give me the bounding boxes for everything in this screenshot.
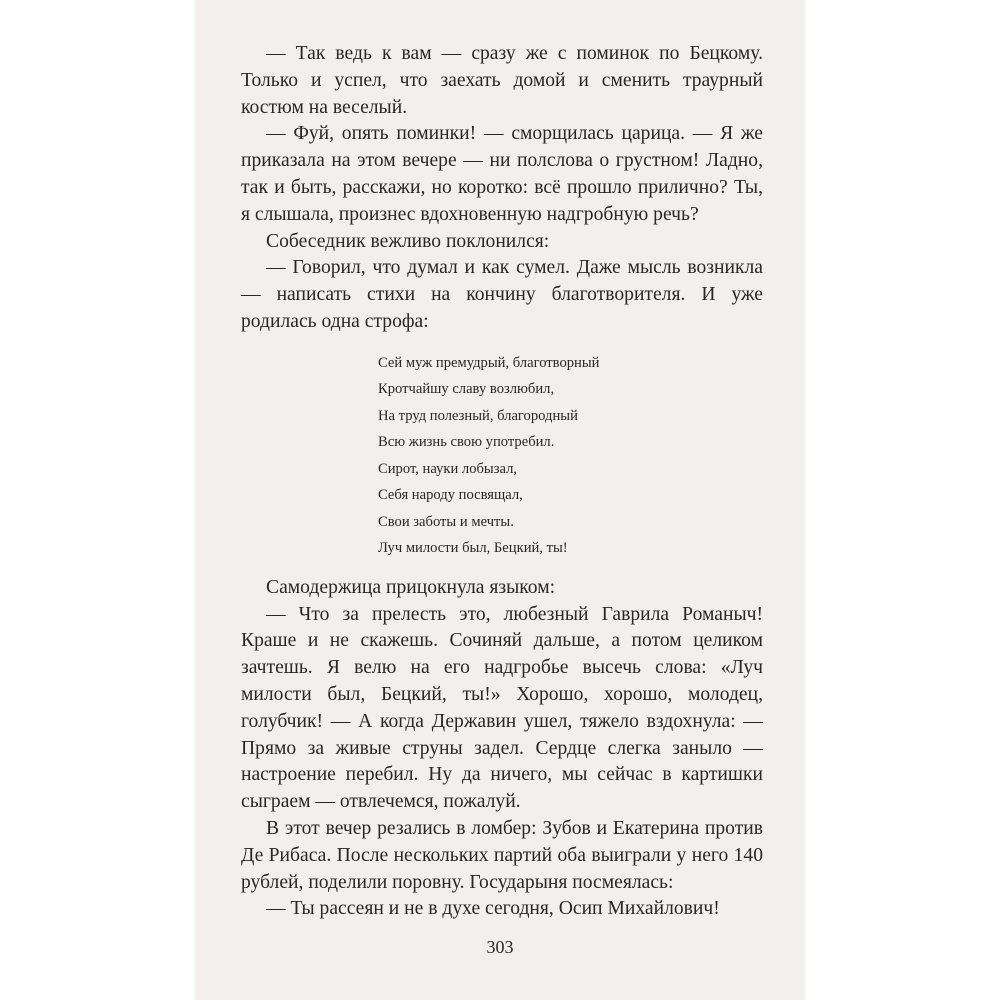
poem-line: Всю жизнь свою употребил. (378, 434, 555, 451)
paragraph: — Ты рассеян и не в духе сегодня, Осип Михайлович! (266, 898, 720, 920)
paragraph: Собеседник вежливо поклонился: (266, 230, 550, 252)
paragraph: В этот вечер резались в ломбер: Зубов и Екатерина против Де Рибаса. После нескольких партий оба выиграли у него 140 рублей, поделили поровну. Государыня посмеялась: (241, 817, 763, 893)
book-page (195, 0, 805, 1000)
poem-stanza (378, 350, 763, 562)
poem-line: На труд полезный, благородный (378, 407, 578, 424)
poem-line: Себя народу посвящал, (378, 487, 523, 504)
paragraph: — Говорил, что думал и как сумел. Даже мысль возникла — написать стихи на кончину благотворителя. И уже родилась одна строфа: (241, 257, 763, 332)
poem-line: Луч милости был, Бецкий, ты! (378, 540, 568, 557)
paragraph: — Фуй, опять поминки! — сморщилась царица. — Я же приказала на этом вечере — ни полслова о грустном! Ладно, так и быть, расскажи, но коротко: всё прошло прилично? Ты, я слышала, произнес вдохновенную надгробную речь? (241, 123, 763, 225)
poem-line: Сей муж премудрый, благотворный (378, 354, 600, 371)
poem-line: Свои заботы и мечты. (378, 513, 514, 530)
paragraph: — Так ведь к вам — сразу же с поминок по Бецкому. Только и успел, что заехать домой и сменить траурный костюм на веселый. (241, 43, 763, 118)
paragraph: Самодержица прицокнула языком: (266, 576, 556, 598)
page-text (241, 41, 763, 923)
poem-line: Сирот, науки лобызал, (378, 460, 518, 477)
paragraph: — Что за прелесть это, любезный Гаврила Романыч! Краше и не скажешь. Сочиняй дальше, а потом целиком зачтешь. Я велю на его надгробье высечь слова: «Луч милости был, Бецкий, ты!» Хорошо, хорошо, молодец, голубчик! — А когда Державин ушел, тяжело вздохнула: — Прямо за живые струны задел. Сердце слегка заныло — настроение перебил. Ну да ничего, мы сейчас в картишки сыграем — отвлечемся, пожалуй. (241, 603, 763, 813)
poem-line: Кротчайшу славу возлюбил, (378, 381, 555, 398)
page-number: 303 (486, 937, 514, 957)
